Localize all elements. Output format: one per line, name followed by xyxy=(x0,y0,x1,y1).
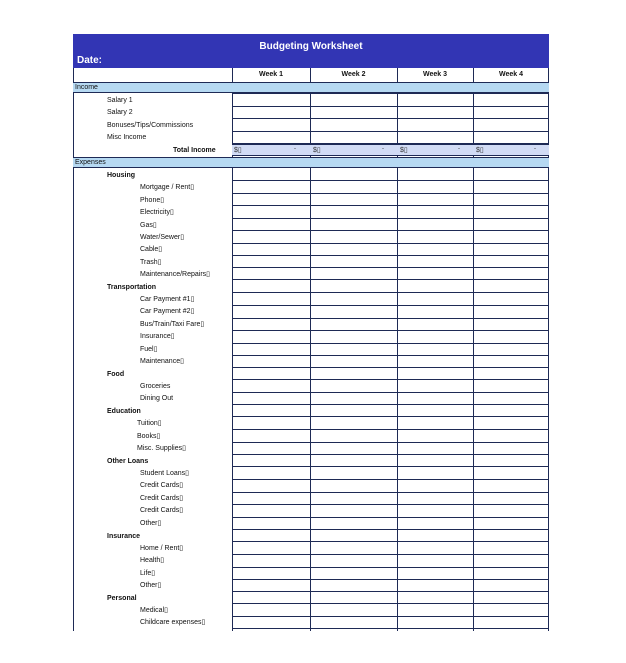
income-section-label: Income xyxy=(75,84,98,91)
education-cells[interactable] xyxy=(232,416,549,455)
expense-item: Electricity▯ xyxy=(140,209,174,216)
expense-item: Misc. Supplies▯ xyxy=(137,445,186,452)
personal-cells[interactable] xyxy=(232,603,549,629)
date-label: Date: xyxy=(77,55,103,66)
total-dash: - xyxy=(534,146,536,152)
expense-item: Other▯ xyxy=(140,520,162,527)
expense-item: Credit Cards▯ xyxy=(140,507,184,514)
expense-item: Water/Sewer▯ xyxy=(140,234,185,241)
title-bar xyxy=(73,34,549,68)
total-income-label: Total Income xyxy=(173,147,216,154)
other-loans-cells[interactable] xyxy=(232,466,549,530)
income-cells[interactable] xyxy=(232,93,549,144)
category-label: Insurance xyxy=(107,533,141,540)
expense-item: Insurance▯ xyxy=(140,333,175,340)
total-value: $▯ xyxy=(476,147,484,154)
expense-item: Fuel▯ xyxy=(140,346,158,353)
expense-item: Dining Out xyxy=(140,395,174,402)
expense-item: Home / Rent▯ xyxy=(140,545,184,552)
category-label: Other Loans xyxy=(107,458,149,465)
week-4-header: Week 4 xyxy=(499,71,523,78)
expense-item: Tuition▯ xyxy=(137,420,162,427)
category-label: Food xyxy=(107,371,125,378)
budget-worksheet xyxy=(73,34,549,631)
total-value: $▯ xyxy=(400,147,408,154)
expense-item: Student Loans▯ xyxy=(140,470,189,477)
category-label: Personal xyxy=(107,595,137,602)
expense-item: Car Payment #1▯ xyxy=(140,296,195,303)
total-dash: - xyxy=(458,146,460,152)
expense-item: Maintenance▯ xyxy=(140,358,184,365)
expenses-section-label: Expenses xyxy=(75,159,106,166)
expense-item: Medical▯ xyxy=(140,607,168,614)
income-item: Salary 2 xyxy=(107,109,133,116)
category-label: Education xyxy=(107,408,141,415)
week-3-header: Week 3 xyxy=(423,71,447,78)
expense-item: Credit Cards▯ xyxy=(140,495,184,502)
expense-item: Books▯ xyxy=(137,433,161,440)
expense-item: Life▯ xyxy=(140,570,156,577)
income-item: Bonuses/Tips/Commissions xyxy=(107,122,194,129)
total-value: $▯ xyxy=(313,147,321,154)
expenses-band xyxy=(73,157,549,168)
week-2-header: Week 2 xyxy=(341,71,366,78)
expense-item: Trash▯ xyxy=(140,259,162,266)
expense-item: Cable▯ xyxy=(140,246,163,253)
expense-item: Groceries xyxy=(140,383,171,390)
week-1-header: Week 1 xyxy=(259,71,283,78)
worksheet-title: Budgeting Worksheet xyxy=(259,41,363,52)
grid-line xyxy=(73,68,74,631)
food-cells[interactable] xyxy=(232,379,549,405)
category-label: Transportation xyxy=(107,284,157,291)
income-item: Misc Income xyxy=(107,134,147,141)
total-value: $▯ xyxy=(234,147,242,154)
expense-item: Credit Cards▯ xyxy=(140,482,184,489)
expense-item: Other▯ xyxy=(140,582,162,589)
expense-item: Gas▯ xyxy=(140,222,157,229)
total-dash: - xyxy=(294,146,296,152)
expense-item: Bus/Train/Taxi Fare▯ xyxy=(140,321,205,328)
income-item: Salary 1 xyxy=(107,97,133,104)
income-band xyxy=(73,82,549,93)
expense-item: Maintenance/Repairs▯ xyxy=(140,271,210,278)
insurance-cells[interactable] xyxy=(232,541,549,592)
total-income-row xyxy=(232,144,549,156)
expense-item: Phone▯ xyxy=(140,197,165,204)
expense-item: Childcare expenses▯ xyxy=(140,619,206,626)
expense-item: Mortgage / Rent▯ xyxy=(140,184,195,191)
total-dash: - xyxy=(382,146,384,152)
expense-item: Car Payment #2▯ xyxy=(140,308,195,315)
category-label: Housing xyxy=(107,172,135,179)
transportation-cells[interactable] xyxy=(232,292,549,368)
housing-cells[interactable] xyxy=(232,180,549,280)
expense-item: Health▯ xyxy=(140,557,165,564)
